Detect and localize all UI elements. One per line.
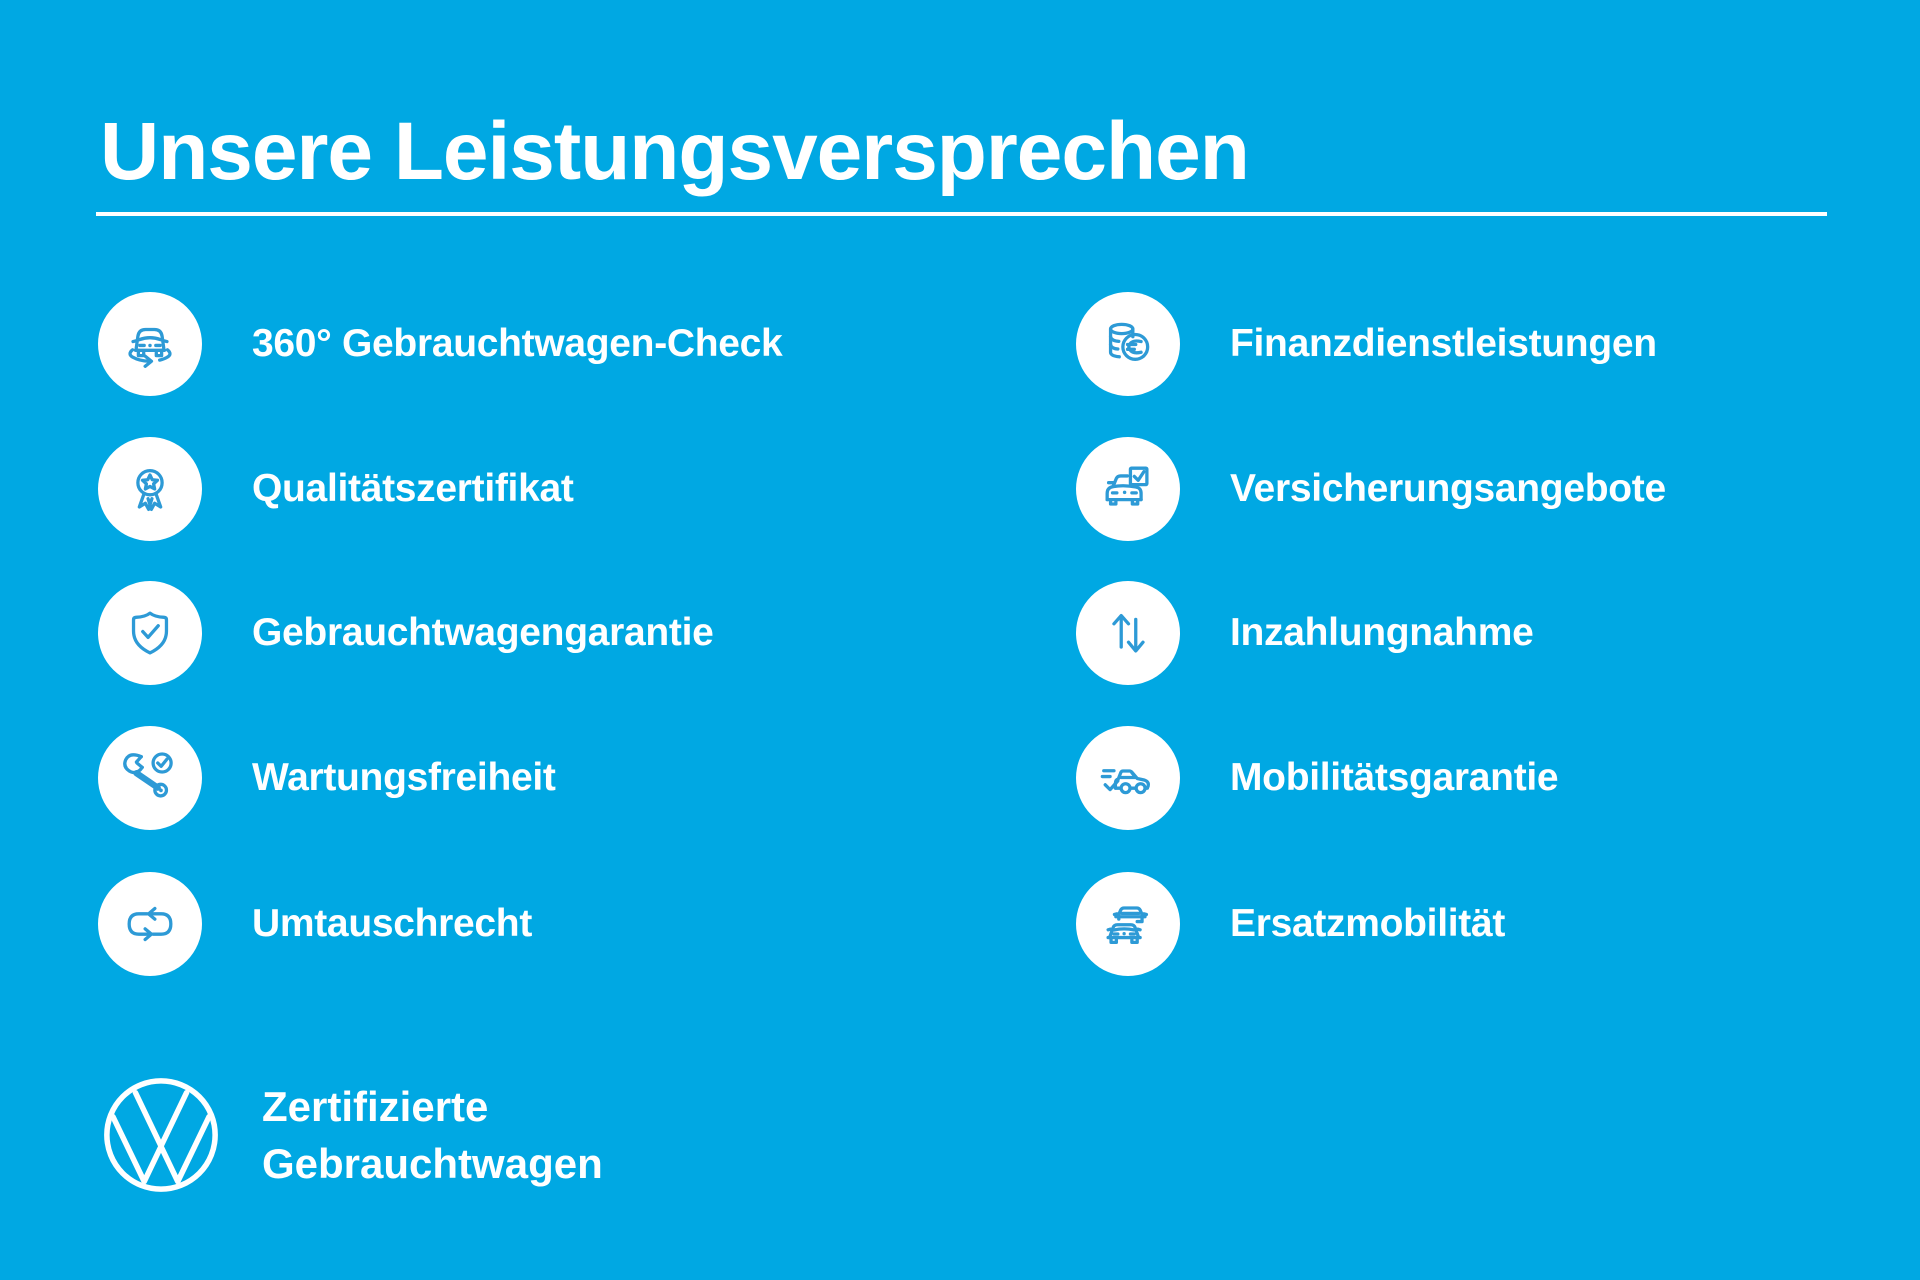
car-checkbox-icon (1097, 458, 1159, 520)
service-item (98, 292, 782, 396)
icon-circle (1076, 872, 1180, 976)
brand-claim-line2: Gebrauchtwagen (262, 1140, 603, 1187)
service-item (1076, 872, 1505, 976)
brand-claim (262, 1078, 603, 1192)
page-title: Unsere Leistungsversprechen (100, 105, 1249, 197)
service-label: Ersatzmobilität (1230, 902, 1506, 945)
service-item (1076, 581, 1533, 685)
icon-circle (1076, 581, 1180, 685)
car-360-icon (119, 313, 181, 375)
icon-circle (1076, 437, 1180, 541)
service-item (98, 726, 556, 830)
service-label: Wartungsfreiheit (252, 756, 556, 799)
service-item (1076, 292, 1657, 396)
service-label: Inzahlungnahme (1230, 611, 1534, 654)
icon-circle (98, 292, 202, 396)
icon-circle (98, 726, 202, 830)
car-motion-check-icon (1097, 747, 1159, 809)
service-label: Versicherungsangebote (1230, 467, 1666, 510)
brand-footer (100, 1074, 603, 1196)
service-item (98, 437, 574, 541)
title-divider (96, 212, 1827, 216)
service-item (1076, 437, 1666, 541)
shield-check-icon (119, 602, 181, 664)
swap-arrows-icon (119, 893, 181, 955)
icon-circle (98, 872, 202, 976)
icon-circle (98, 581, 202, 685)
wrench-check-icon (119, 747, 181, 809)
icon-circle (1076, 726, 1180, 830)
service-label: Mobilitätsgarantie (1230, 756, 1559, 799)
service-item (98, 581, 714, 685)
medal-star-icon (119, 458, 181, 520)
service-label: 360° Gebrauchtwagen-Check (252, 322, 783, 365)
icon-circle (98, 437, 202, 541)
service-label: Umtauschrecht (252, 902, 533, 945)
two-cars-icon (1097, 893, 1159, 955)
vw-logo-icon (100, 1074, 222, 1196)
service-label: Gebrauchtwagengarantie (252, 611, 714, 654)
service-item (98, 872, 532, 976)
brand-claim-line1: Zertifizierte (262, 1083, 489, 1130)
arrows-up-down-icon (1097, 602, 1159, 664)
icon-circle (1076, 292, 1180, 396)
service-item (1076, 726, 1558, 830)
coins-euro-icon (1097, 313, 1159, 375)
service-label: Qualitätszertifikat (252, 467, 574, 510)
service-label: Finanzdienstleistungen (1230, 322, 1657, 365)
